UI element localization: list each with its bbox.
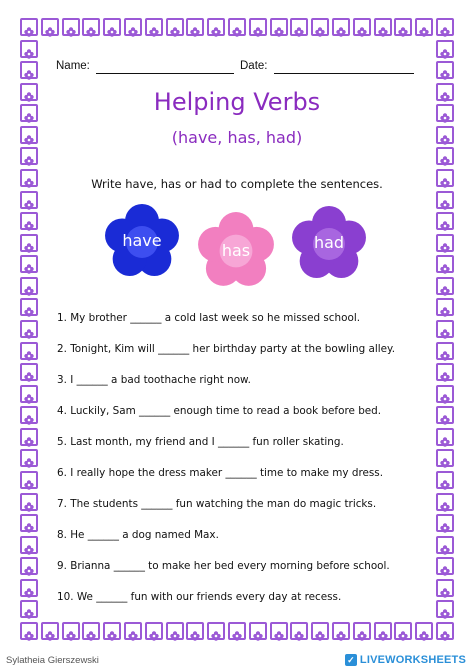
sentence-7: 7. The students ______ fun watching the man do magic tricks. bbox=[57, 498, 377, 510]
border-flower-tile bbox=[394, 18, 412, 36]
flower-icon bbox=[440, 238, 450, 248]
border-flower-tile bbox=[20, 18, 38, 36]
flower-icon bbox=[315, 22, 325, 32]
flower-icon bbox=[66, 626, 76, 636]
instructions-text: Write have, has or had to complete the sentences. bbox=[91, 177, 383, 191]
flower-word-had: had bbox=[313, 233, 345, 252]
name-date-row bbox=[56, 60, 416, 80]
flower-icon bbox=[24, 389, 34, 399]
border-flower-tile bbox=[332, 622, 350, 640]
flower-icon bbox=[440, 281, 450, 291]
flower-icon bbox=[440, 497, 450, 507]
border-flower-tile bbox=[270, 18, 288, 36]
border-flower-tile bbox=[166, 622, 184, 640]
flower-icon bbox=[24, 410, 34, 420]
flower-icon bbox=[440, 410, 450, 420]
border-flower-tile bbox=[20, 342, 38, 360]
flower-icon bbox=[24, 432, 34, 442]
date-label: Date: bbox=[240, 60, 268, 72]
sentence-10: 10. We ______ fun with our friends every day at recess. bbox=[57, 591, 342, 603]
border-flower-tile bbox=[82, 622, 100, 640]
flower-icon bbox=[170, 626, 180, 636]
border-flower-tile bbox=[20, 61, 38, 79]
sentence-8: 8. He ______ a dog named Max. bbox=[57, 529, 219, 541]
flower-icon bbox=[440, 432, 450, 442]
sentence-9: 9. Brianna ______ to make her bed every morning before school. bbox=[57, 560, 390, 572]
sentence-3: 3. I ______ a bad toothache right now. bbox=[57, 374, 251, 386]
flower-icon bbox=[336, 22, 346, 32]
border-flower-tile bbox=[20, 234, 38, 252]
flower-icon bbox=[440, 346, 450, 356]
flower-icon bbox=[440, 44, 450, 54]
flower-icon bbox=[378, 626, 388, 636]
border-flower-tile bbox=[436, 493, 454, 511]
border-flower-tile bbox=[436, 363, 454, 381]
border-flower-tile bbox=[41, 18, 59, 36]
border-flower-tile bbox=[436, 385, 454, 403]
flower-icon bbox=[24, 44, 34, 54]
flower-has bbox=[196, 211, 276, 291]
name-field[interactable] bbox=[96, 73, 234, 74]
flower-icon bbox=[440, 195, 450, 205]
flower-icon bbox=[24, 497, 34, 507]
flower-icon bbox=[107, 22, 117, 32]
border-flower-tile bbox=[436, 277, 454, 295]
border-flower-tile bbox=[228, 18, 246, 36]
border-flower-tile bbox=[20, 298, 38, 316]
flower-icon bbox=[440, 389, 450, 399]
border-flower-tile bbox=[249, 18, 267, 36]
brand-badge[interactable] bbox=[345, 652, 466, 668]
flower-icon bbox=[45, 626, 55, 636]
flower-icon bbox=[211, 22, 221, 32]
sentence-6: 6. I really hope the dress maker ______ time to make my dress. bbox=[57, 467, 384, 479]
flower-word-have: have bbox=[122, 231, 162, 250]
flower-icon bbox=[24, 259, 34, 269]
border-flower-tile bbox=[436, 40, 454, 58]
flower-icon bbox=[86, 626, 96, 636]
border-flower-tile bbox=[270, 622, 288, 640]
border-flower-tile bbox=[415, 622, 433, 640]
border-flower-tile bbox=[436, 342, 454, 360]
flower-icon bbox=[128, 22, 138, 32]
flower-icon bbox=[274, 22, 284, 32]
flower-icon bbox=[24, 518, 34, 528]
flower-icon bbox=[440, 22, 450, 32]
flower-icon bbox=[24, 453, 34, 463]
flower-icon bbox=[149, 22, 159, 32]
flower-icon bbox=[232, 22, 242, 32]
page-subtitle: (have, has, had) bbox=[171, 128, 303, 147]
border-flower-tile bbox=[353, 622, 371, 640]
flower-icon bbox=[440, 259, 450, 269]
border-flower-tile bbox=[166, 18, 184, 36]
border-flower-tile bbox=[436, 579, 454, 597]
flower-icon bbox=[398, 626, 408, 636]
flower-icon bbox=[440, 583, 450, 593]
border-flower-tile bbox=[207, 622, 225, 640]
flower-icon bbox=[253, 626, 263, 636]
flower-icon bbox=[294, 626, 304, 636]
sentence-2: 2. Tonight, Kim will ______ her birthday party at the bowling alley. bbox=[57, 343, 396, 355]
flower-icon bbox=[440, 453, 450, 463]
flower-icon bbox=[24, 540, 34, 550]
border-flower-tile bbox=[207, 18, 225, 36]
flower-icon bbox=[24, 324, 34, 334]
flower-icon bbox=[315, 626, 325, 636]
flower-icon bbox=[149, 626, 159, 636]
border-flower-tile bbox=[311, 622, 329, 640]
flower-icon bbox=[294, 22, 304, 32]
flower-icon bbox=[24, 604, 34, 614]
border-flower-tile bbox=[20, 579, 38, 597]
flower-had bbox=[290, 205, 368, 283]
date-field[interactable] bbox=[274, 73, 414, 74]
border-flower-tile bbox=[436, 234, 454, 252]
border-flower-tile bbox=[249, 622, 267, 640]
border-flower-tile bbox=[145, 18, 163, 36]
flower-icon bbox=[190, 626, 200, 636]
flower-icon bbox=[45, 22, 55, 32]
border-flower-tile bbox=[20, 191, 38, 209]
border-flower-tile bbox=[20, 557, 38, 575]
flower-icon bbox=[440, 540, 450, 550]
flower-icon bbox=[24, 65, 34, 75]
flower-icon bbox=[24, 626, 34, 636]
flower-icon bbox=[440, 151, 450, 161]
border-flower-tile bbox=[20, 277, 38, 295]
border-flower-tile bbox=[374, 622, 392, 640]
border-flower-tile bbox=[436, 18, 454, 36]
flower-icon bbox=[440, 216, 450, 226]
border-flower-tile bbox=[103, 622, 121, 640]
flower-icon bbox=[24, 346, 34, 356]
border-flower-tile bbox=[20, 406, 38, 424]
flower-icon bbox=[253, 22, 263, 32]
flower-icon bbox=[170, 22, 180, 32]
flower-icon bbox=[440, 626, 450, 636]
flower-icon bbox=[86, 22, 96, 32]
flower-have bbox=[103, 203, 181, 281]
border-flower-tile bbox=[124, 18, 142, 36]
flower-icon bbox=[357, 626, 367, 636]
border-flower-tile bbox=[20, 471, 38, 489]
border-flower-tile bbox=[20, 385, 38, 403]
border-flower-tile bbox=[145, 622, 163, 640]
border-flower-tile bbox=[290, 622, 308, 640]
border-flower-tile bbox=[20, 622, 38, 640]
flower-icon bbox=[440, 475, 450, 485]
border-flower-tile bbox=[436, 191, 454, 209]
flower-icon bbox=[232, 626, 242, 636]
border-flower-tile bbox=[186, 622, 204, 640]
flower-icon bbox=[24, 281, 34, 291]
flower-icon bbox=[24, 151, 34, 161]
border-flower-tile bbox=[436, 449, 454, 467]
border-flower-tile bbox=[62, 18, 80, 36]
border-flower-tile bbox=[436, 536, 454, 554]
flower-icon bbox=[24, 583, 34, 593]
border-flower-tile bbox=[394, 622, 412, 640]
border-flower-tile bbox=[436, 61, 454, 79]
border-flower-tile bbox=[436, 557, 454, 575]
border-flower-tile bbox=[436, 471, 454, 489]
flower-icon bbox=[378, 22, 388, 32]
border-flower-tile bbox=[436, 255, 454, 273]
flower-icon bbox=[24, 22, 34, 32]
border-flower-tile bbox=[103, 18, 121, 36]
border-flower-tile bbox=[228, 622, 246, 640]
flower-icon bbox=[440, 324, 450, 334]
border-flower-tile bbox=[62, 622, 80, 640]
border-flower-tile bbox=[436, 320, 454, 338]
flower-icon bbox=[440, 604, 450, 614]
border-flower-tile bbox=[20, 147, 38, 165]
flower-icon bbox=[24, 238, 34, 248]
flower-word-has: has bbox=[221, 241, 251, 260]
flower-icon bbox=[211, 626, 221, 636]
sentence-1: 1. My brother ______ a cold last week so he missed school. bbox=[57, 312, 361, 324]
border-flower-tile bbox=[415, 18, 433, 36]
flower-icon bbox=[24, 195, 34, 205]
liveworksheets-logo-icon: ✓ bbox=[345, 654, 357, 666]
border-flower-tile bbox=[20, 600, 38, 618]
border-flower-tile bbox=[436, 622, 454, 640]
border-flower-tile bbox=[20, 514, 38, 532]
border-flower-tile bbox=[374, 18, 392, 36]
flower-icon bbox=[274, 626, 284, 636]
border-flower-tile bbox=[436, 406, 454, 424]
flower-icon bbox=[24, 302, 34, 312]
border-flower-tile bbox=[20, 449, 38, 467]
flower-icon bbox=[336, 626, 346, 636]
flower-icon bbox=[440, 302, 450, 312]
flower-icon bbox=[24, 216, 34, 226]
flower-icon bbox=[440, 65, 450, 75]
flower-icon bbox=[398, 22, 408, 32]
flower-icon bbox=[419, 22, 429, 32]
border-flower-tile bbox=[436, 147, 454, 165]
border-flower-tile bbox=[82, 18, 100, 36]
flower-icon bbox=[440, 518, 450, 528]
name-label: Name: bbox=[56, 60, 90, 72]
flower-icon bbox=[24, 475, 34, 485]
border-flower-tile bbox=[290, 18, 308, 36]
border-flower-tile bbox=[436, 212, 454, 230]
border-flower-tile bbox=[436, 298, 454, 316]
flower-icon bbox=[24, 367, 34, 377]
sentence-4: 4. Luckily, Sam ______ enough time to read a book before bed. bbox=[57, 405, 382, 417]
border-flower-tile bbox=[41, 622, 59, 640]
border-flower-tile bbox=[20, 40, 38, 58]
flower-icon bbox=[66, 22, 76, 32]
border-flower-tile bbox=[20, 428, 38, 446]
flower-icon bbox=[128, 626, 138, 636]
page-title: Helping Verbs bbox=[153, 88, 321, 116]
flower-icon bbox=[107, 626, 117, 636]
border-flower-tile bbox=[436, 514, 454, 532]
brand-name: LIVEWORKSHEETS bbox=[359, 654, 466, 666]
border-flower-tile bbox=[20, 212, 38, 230]
border-flower-tile bbox=[332, 18, 350, 36]
border-flower-tile bbox=[20, 493, 38, 511]
flower-icon bbox=[357, 22, 367, 32]
border-flower-tile bbox=[20, 320, 38, 338]
flower-icon bbox=[440, 367, 450, 377]
border-flower-tile bbox=[186, 18, 204, 36]
flower-icon bbox=[419, 626, 429, 636]
flower-icon bbox=[440, 561, 450, 571]
flower-icon bbox=[190, 22, 200, 32]
border-flower-tile bbox=[20, 255, 38, 273]
border-flower-tile bbox=[353, 18, 371, 36]
border-flower-tile bbox=[124, 622, 142, 640]
sentence-5: 5. Last month, my friend and I ______ fun roller skating. bbox=[57, 436, 344, 448]
border-flower-tile bbox=[436, 428, 454, 446]
border-flower-tile bbox=[311, 18, 329, 36]
border-flower-tile bbox=[436, 600, 454, 618]
border-flower-tile bbox=[20, 363, 38, 381]
author-credit: Sylatheia Gierszewski bbox=[6, 655, 99, 666]
flower-icon bbox=[24, 561, 34, 571]
border-flower-tile bbox=[20, 536, 38, 554]
